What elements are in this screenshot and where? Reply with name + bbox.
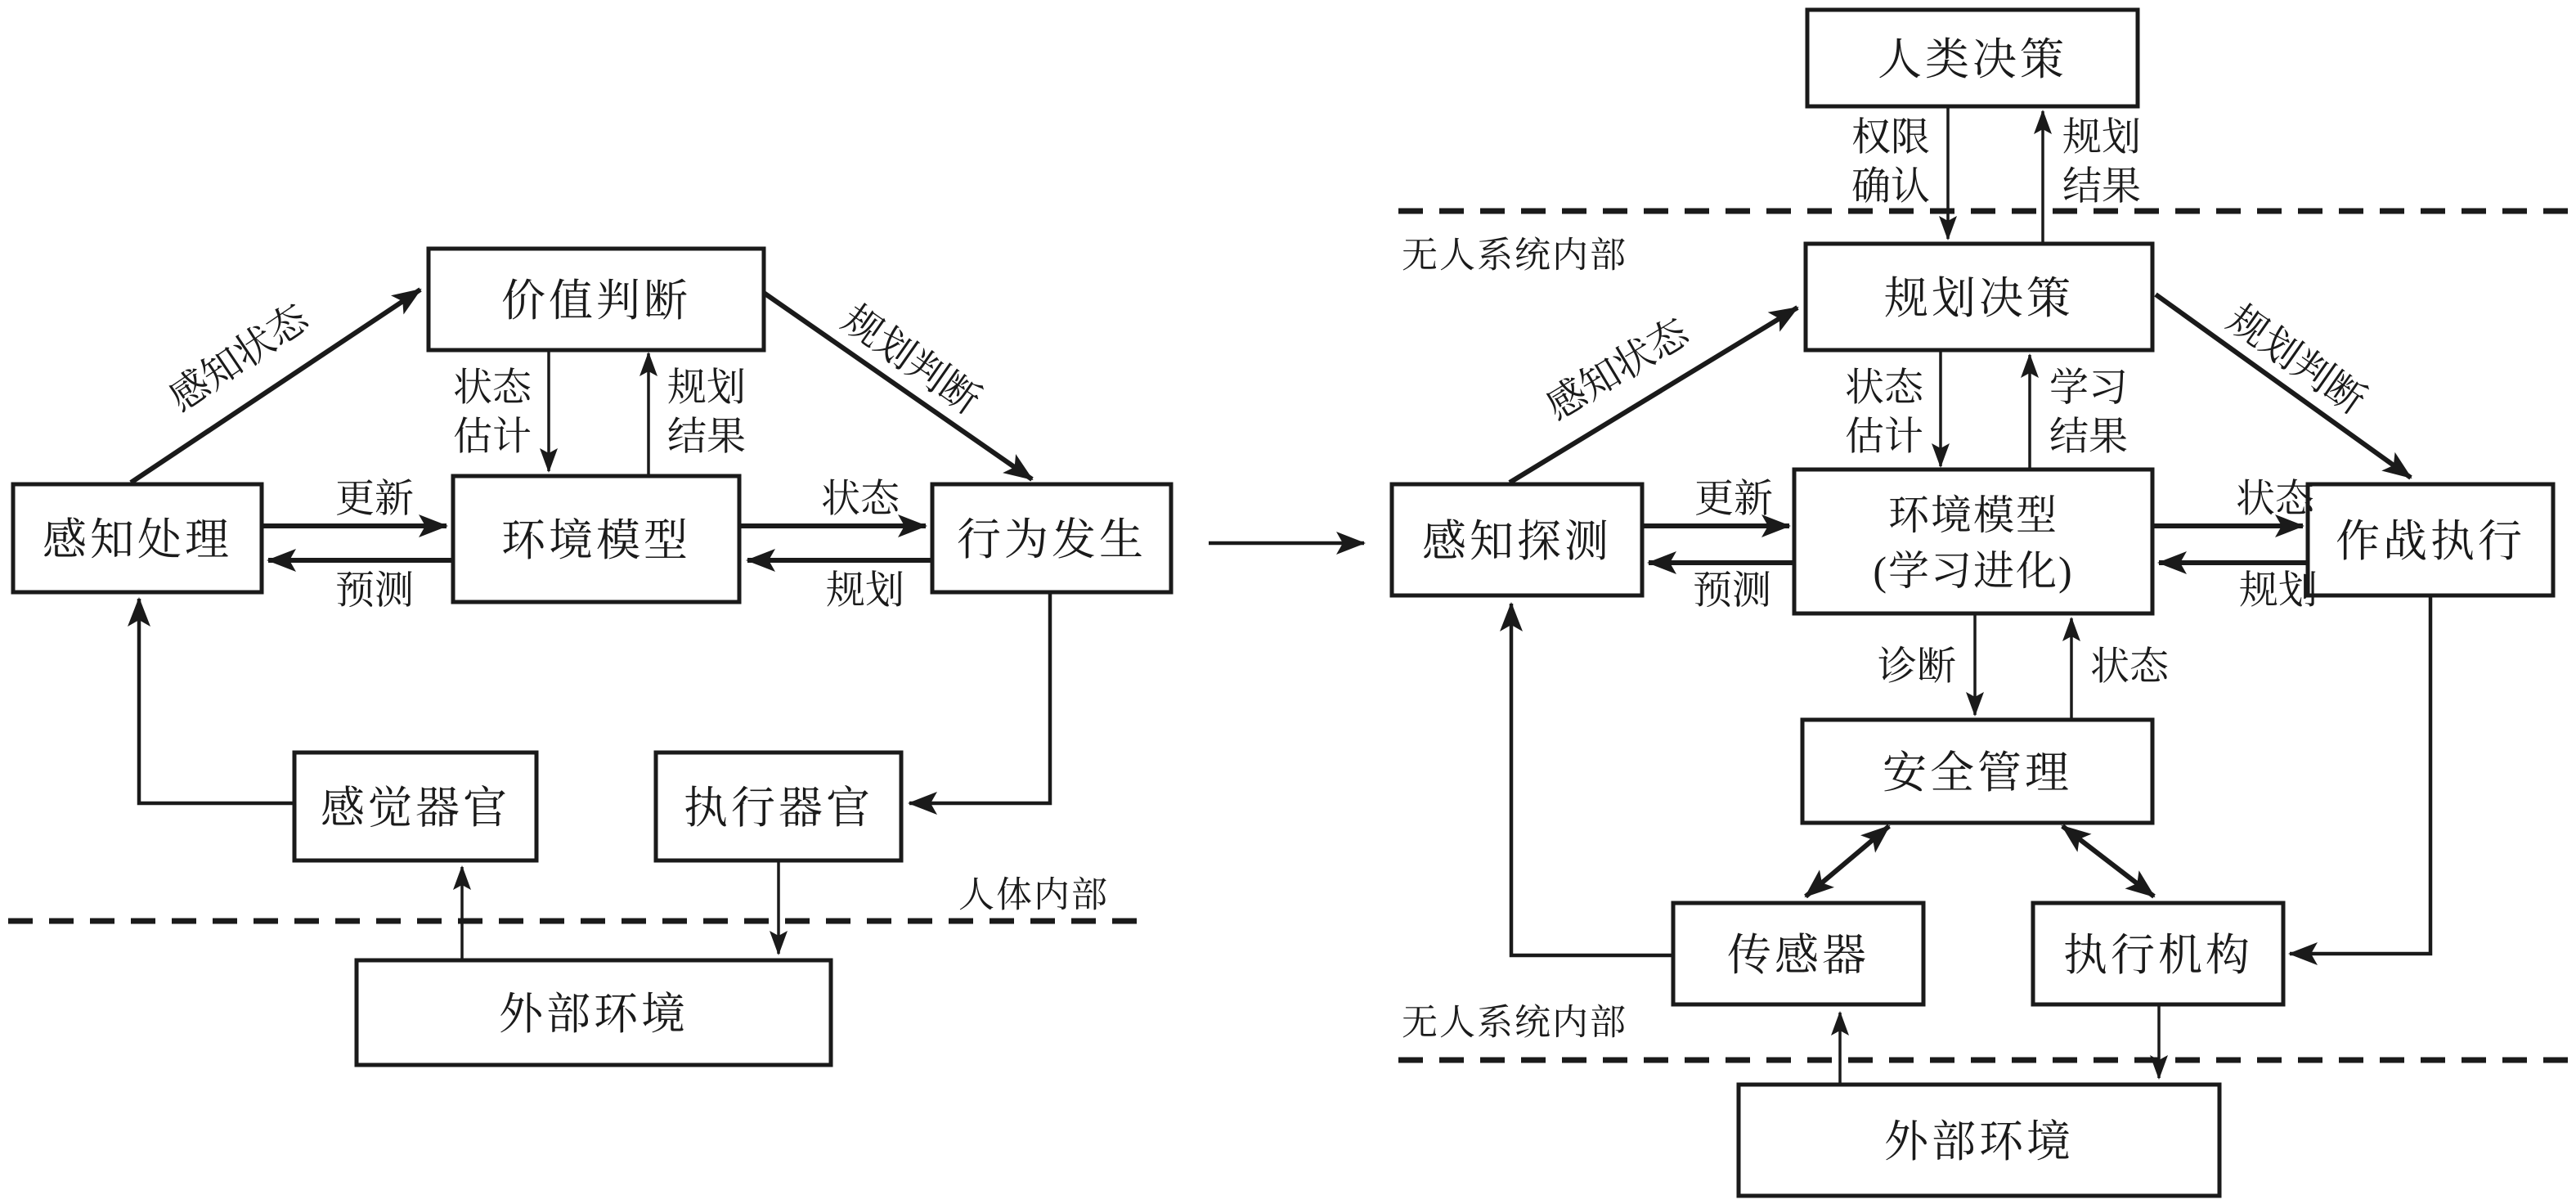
label-update-left: 更新 bbox=[334, 477, 415, 521]
node-combat-execution bbox=[2308, 484, 2553, 595]
label-state-estimation-right-line1: 状态 bbox=[1844, 366, 1923, 410]
label-planning-judgment-right: 规划判断 bbox=[2219, 297, 2373, 423]
node-value-judgment-label: 价值判断 bbox=[501, 276, 691, 326]
arrow-planning-judgment-left bbox=[764, 293, 1032, 479]
node-actuator-label: 执行机构 bbox=[2063, 931, 2253, 980]
label-perceived-state-right: 感知状态 bbox=[1539, 310, 1696, 429]
label-state-estimation-left-line1: 状态 bbox=[452, 366, 532, 410]
node-combat-execution-label: 作战执行 bbox=[2336, 517, 2525, 566]
node-actuator bbox=[2033, 903, 2283, 1004]
label-state-left: 状态 bbox=[820, 477, 900, 521]
node-behavior bbox=[932, 484, 1171, 592]
label-authority-confirm-line1: 权限 bbox=[1851, 115, 1930, 159]
node-perception-detection-label: 感知探测 bbox=[1422, 517, 1612, 566]
node-human-decision bbox=[1807, 10, 2138, 106]
node-behavior-label: 行为发生 bbox=[957, 515, 1147, 564]
human-loop-diagram bbox=[8, 249, 1171, 1065]
label-planning-result-top-line2: 结果 bbox=[2062, 164, 2142, 209]
arrow-sensor-to-perception-detection bbox=[1511, 604, 1675, 955]
label-planning-left: 规划 bbox=[825, 568, 905, 613]
node-sensor bbox=[1673, 903, 1923, 1004]
node-world-model-left-label: 环境模型 bbox=[501, 516, 691, 565]
node-executive-organs bbox=[656, 752, 901, 860]
label-learning-result-line2: 结果 bbox=[2049, 415, 2129, 459]
node-perception bbox=[13, 484, 262, 592]
label-planning-right: 规划 bbox=[2238, 568, 2318, 613]
label-update-right: 更新 bbox=[1694, 477, 1774, 521]
arrow-safety-sensor-bidirectional bbox=[1806, 826, 1889, 896]
node-plan-decision bbox=[1806, 244, 2152, 350]
label-state-right: 状态 bbox=[2235, 477, 2315, 521]
node-external-env-left bbox=[357, 960, 831, 1065]
node-safety-management bbox=[1802, 720, 2152, 823]
label-planning-judgment-left: 规划判断 bbox=[834, 297, 988, 423]
unmanned-region-label-top: 无人系统内部 bbox=[1402, 235, 1627, 276]
node-human-decision-label: 人类决策 bbox=[1878, 35, 2067, 84]
label-perceived-state-left: 感知状态 bbox=[161, 296, 316, 420]
node-world-model-left bbox=[453, 476, 739, 602]
label-planning-result-top-line1: 规划 bbox=[2062, 115, 2142, 159]
label-authority-confirm-line2: 确认 bbox=[1851, 164, 1930, 209]
node-sensory-organs bbox=[294, 752, 536, 860]
unmanned-region-label-bottom: 无人系统内部 bbox=[1402, 1002, 1627, 1043]
label-learning-result-line1: 学习 bbox=[2049, 366, 2129, 410]
node-perception-label: 感知处理 bbox=[43, 515, 232, 564]
node-external-env-right bbox=[1739, 1085, 2219, 1196]
label-prediction-left: 预测 bbox=[334, 568, 415, 613]
node-world-model-right-label-line1: 环境模型 bbox=[1888, 492, 2058, 538]
label-state-estimation-left-line2: 估计 bbox=[452, 415, 532, 459]
label-planning-result-left-line1: 规划 bbox=[667, 366, 747, 410]
label-planning-result-left-line2: 结果 bbox=[667, 415, 747, 459]
node-world-model-right-label-line2: (学习进化) bbox=[1873, 548, 2074, 594]
arrow-sensory-organs-to-perception bbox=[139, 599, 296, 803]
node-plan-decision-label: 规划决策 bbox=[1884, 274, 2074, 323]
node-world-model-right bbox=[1794, 469, 2152, 613]
unmanned-loop-diagram bbox=[1392, 10, 2572, 1196]
label-diagnosis: 诊断 bbox=[1877, 645, 1956, 689]
node-sensory-organs-label: 感觉器官 bbox=[321, 784, 510, 833]
node-perception-detection bbox=[1392, 484, 1642, 595]
node-sensor-label: 传感器 bbox=[1727, 931, 1869, 980]
human-region-label: 人体内部 bbox=[958, 874, 1109, 915]
arrow-combat-exec-to-actuator bbox=[2290, 597, 2430, 954]
arrow-behavior-to-executive-organs bbox=[909, 594, 1050, 803]
label-state-estimation-right-line2: 估计 bbox=[1844, 415, 1923, 459]
arrow-safety-actuator-bidirectional bbox=[2062, 826, 2154, 896]
node-external-env-right-label: 外部环境 bbox=[1884, 1117, 2074, 1166]
node-value-judgment bbox=[429, 249, 764, 350]
node-external-env-left-label: 外部环境 bbox=[499, 990, 689, 1039]
label-status-up: 状态 bbox=[2090, 645, 2170, 689]
node-executive-organs-label: 执行器官 bbox=[684, 784, 873, 833]
node-safety-management-label: 安全管理 bbox=[1883, 748, 2072, 797]
label-prediction-right: 预测 bbox=[1692, 568, 1772, 613]
